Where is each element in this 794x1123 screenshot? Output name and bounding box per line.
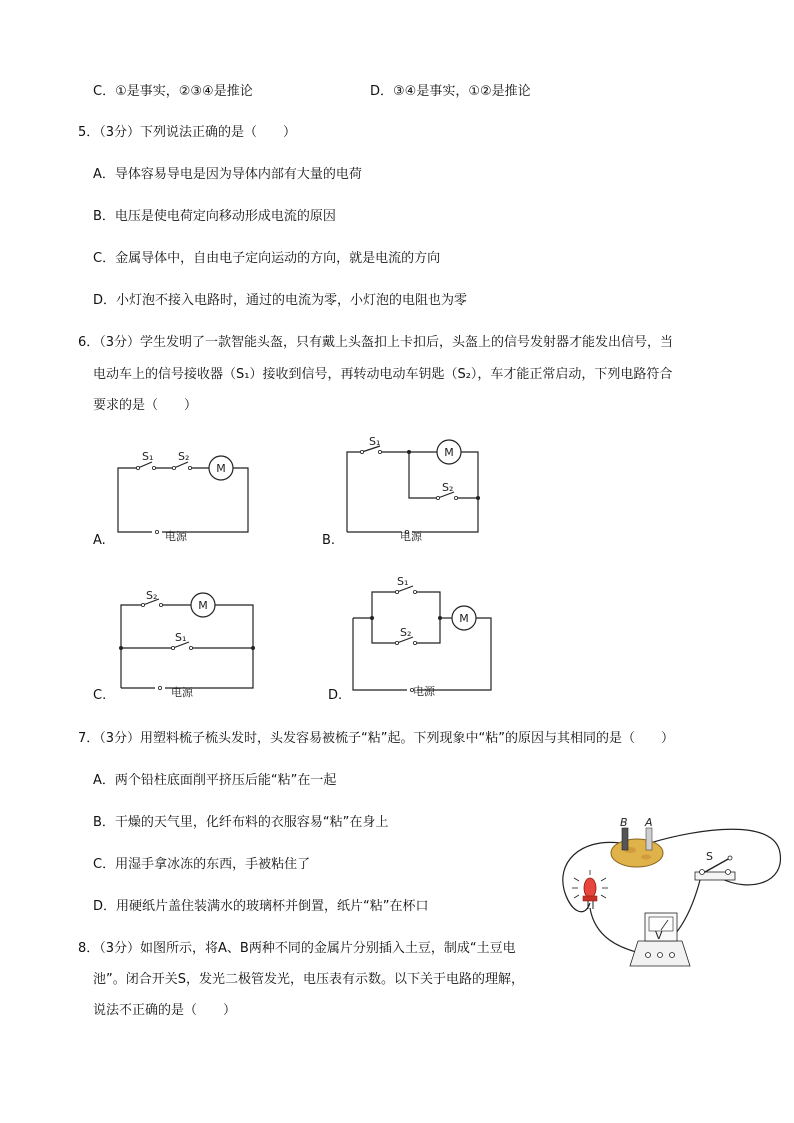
circuit-b-diagram [340,435,490,545]
q5-option-d: D．小灯泡不接入电路时，通过的电流为零，小灯泡的电阻也为零 [93,293,468,308]
s1-label: S₁ [397,575,409,588]
s2-label: S₂ [400,626,412,639]
motor-label: M [444,446,454,459]
power-source-label: 电源 [165,530,187,543]
plate-b-label: B [620,816,628,829]
s1-label: S₁ [142,450,154,463]
q6-option-c-letter: C. [93,688,107,703]
s2-label: S₂ [146,589,158,602]
q8-stem-line-1: 8．（3分）如图所示，将A、B两种不同的金属片分别插入土豆，制成“土豆电 [78,941,516,956]
q6-option-d-letter: D. [328,688,343,703]
q7-option-b: B．干燥的天气里，化纤布料的衣服容易“粘”在身上 [93,815,389,830]
q8-stem-line-3: 说法不正确的是（ ） [93,1003,237,1018]
q5-stem: 5．（3分）下列说法正确的是（ ） [78,125,297,140]
power-source-label: 电源 [400,530,422,543]
q7-option-d: D．用硬纸片盖住装满水的玻璃杯并倒置，纸片“粘”在杯口 [93,899,429,914]
metal-plate-a-icon [646,828,652,850]
q8-potato-battery-figure [550,808,785,987]
plate-a-label: A [645,816,653,829]
led-icon [584,878,596,898]
q6-circuit-b [340,435,490,549]
s1-label: S₁ [175,631,187,644]
q8-stem-line-2: 池”。闭合开关S，发光二极管发光，电压表有示数。以下关于电路的理解， [93,972,524,987]
power-source-label: 电源 [171,686,193,699]
potato-battery-diagram [550,808,785,983]
circuit-c-diagram [113,590,263,700]
metal-plate-b-icon [622,828,628,850]
s2-label: S₂ [442,481,454,494]
q6-stem-line-1: 6．（3分）学生发明了一款智能头盔，只有戴上头盔扣上卡扣后，头盔上的信号发射器才能发出信号，当 [78,335,674,350]
s2-label: S₂ [178,450,190,463]
circuit-a-diagram [110,445,260,545]
q7-option-c: C．用湿手拿冰冻的东西，手被粘住了 [93,857,311,872]
q5-option-a: A．导体容易导电是因为导体内部有大量的电荷 [93,167,362,182]
motor-label: M [198,599,208,612]
motor-label: M [216,462,226,475]
s1-label: S₁ [369,435,381,448]
circuit-d-diagram [345,572,495,697]
switch-label: S [706,850,713,863]
q4-option-c: C．①是事实，②③④是推论 [93,84,253,99]
q6-circuit-d [345,572,495,701]
q7-option-a: A．两个铅柱底面削平挤压后能“粘”在一起 [93,773,337,788]
motor-label: M [459,612,469,625]
potato-icon [611,839,663,867]
q6-stem-line-2: 电动车上的信号接收器（S₁）接收到信号，再转动电动车钥匙（S₂），车才能正常启动，下列电路符合 [93,367,673,382]
q6-circuit-a [110,445,260,549]
q6-stem-line-3: 要求的是（ ） [93,398,198,413]
q6-circuit-c [113,590,263,704]
q5-option-b: B．电压是使电荷定向移动形成电流的原因 [93,209,336,224]
power-source-label: 电源 [413,685,435,698]
q6-option-a-letter: A. [93,533,106,548]
voltmeter-label: V [655,929,663,942]
q5-option-c: C．金属导体中，自由电子定向运动的方向，就是电流的方向 [93,251,441,266]
q7-stem: 7．（3分）用塑料梳子梳头发时，头发容易被梳子“粘”起。下列现象中“粘”的原因与其相同的是（ ） [78,731,674,746]
q6-option-b-letter: B. [322,533,336,548]
q4-option-d: D．③④是事实，①②是推论 [370,84,531,99]
